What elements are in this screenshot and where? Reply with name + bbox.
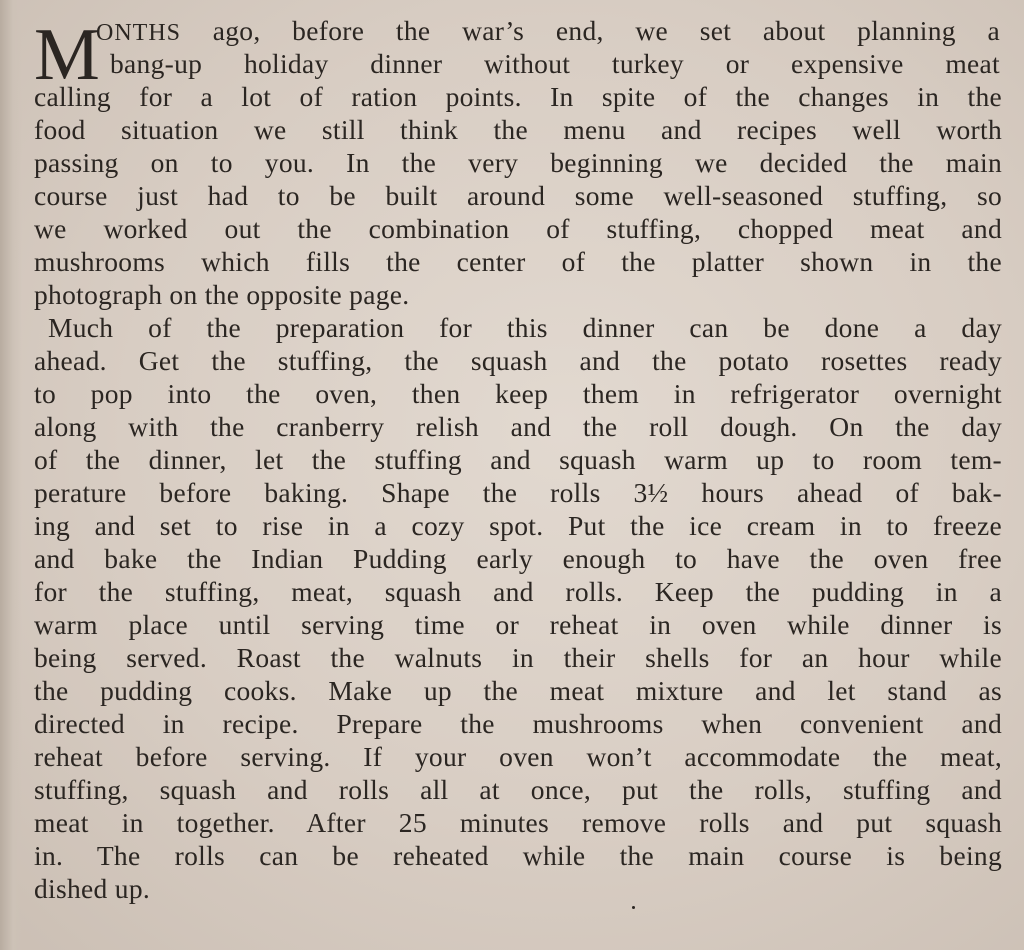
article-line-26: in. The rolls can be reheated while the main course is being [34, 840, 1002, 871]
article-line-16: ing and set to rise in a cozy spot. Put the ice cream in to freeze [34, 510, 1002, 541]
article-line-6: course just had to be built around some well-seasoned stuffing, so [34, 180, 1002, 211]
article-line-1 [96, 14, 1000, 50]
article-line-20: being served. Roast the walnuts in their shells for an hour while [34, 642, 1002, 673]
first-word-small-caps: ONTHS [96, 20, 182, 46]
article-line-12: to pop into the oven, then keep them in refrigerator overnight [34, 378, 1002, 409]
article-line-8: mushrooms which fills the center of the platter shown in the [34, 246, 1002, 277]
first-line-text: ago, before the war’s end, we set about planning a [181, 15, 1000, 46]
drop-cap: M [34, 14, 100, 96]
article-line-4: food situation we still think the menu and recipes well worth [34, 114, 1002, 145]
article-line-5: passing on to you. In the very beginning we decided the main [34, 147, 1002, 178]
article-line-24: stuffing, squash and rolls all at once, put the rolls, stuffing and [34, 774, 1002, 805]
article-line-7: we worked out the combination of stuffing, chopped meat and [34, 213, 1002, 244]
article-line-2: bang-up holiday dinner without turkey or expensive meat [110, 48, 1000, 79]
article-line-11: ahead. Get the stuffing, the squash and the potato rosettes ready [34, 345, 1002, 376]
article-line-10: Much of the preparation for this dinner can be done a day [48, 312, 1002, 343]
article-line-14: of the dinner, let the stuffing and squash warm up to room tem- [34, 444, 1002, 475]
article-line-13: along with the cranberry relish and the roll dough. On the day [34, 411, 1002, 442]
article-page [34, 14, 1012, 934]
article-line-19: warm place until serving time or reheat in oven while dinner is [34, 609, 1002, 640]
article-line-9: photograph on the opposite page. [34, 279, 410, 310]
article-line-27: dished up. [34, 873, 151, 904]
article-line-21: the pudding cooks. Make up the meat mixture and let stand as [34, 675, 1002, 706]
article-line-18: for the stuffing, meat, squash and rolls. Keep the pudding in a [34, 576, 1002, 607]
article-line-25: meat in together. After 25 minutes remove rolls and put squash [34, 807, 1002, 838]
article-line-3: calling for a lot of ration points. In spite of the changes in the [34, 81, 1002, 112]
article-line-22: directed in recipe. Prepare the mushrooms when convenient and [34, 708, 1002, 739]
article-line-23: reheat before serving. If your oven won’t accommodate the meat, [34, 741, 1002, 772]
page-gutter-shadow [0, 0, 22, 950]
article-line-15: perature before baking. Shape the rolls 3½ hours ahead of bak- [34, 477, 1002, 508]
ink-dot [632, 906, 635, 909]
article-line-17: and bake the Indian Pudding early enough to have the oven free [34, 543, 1002, 574]
